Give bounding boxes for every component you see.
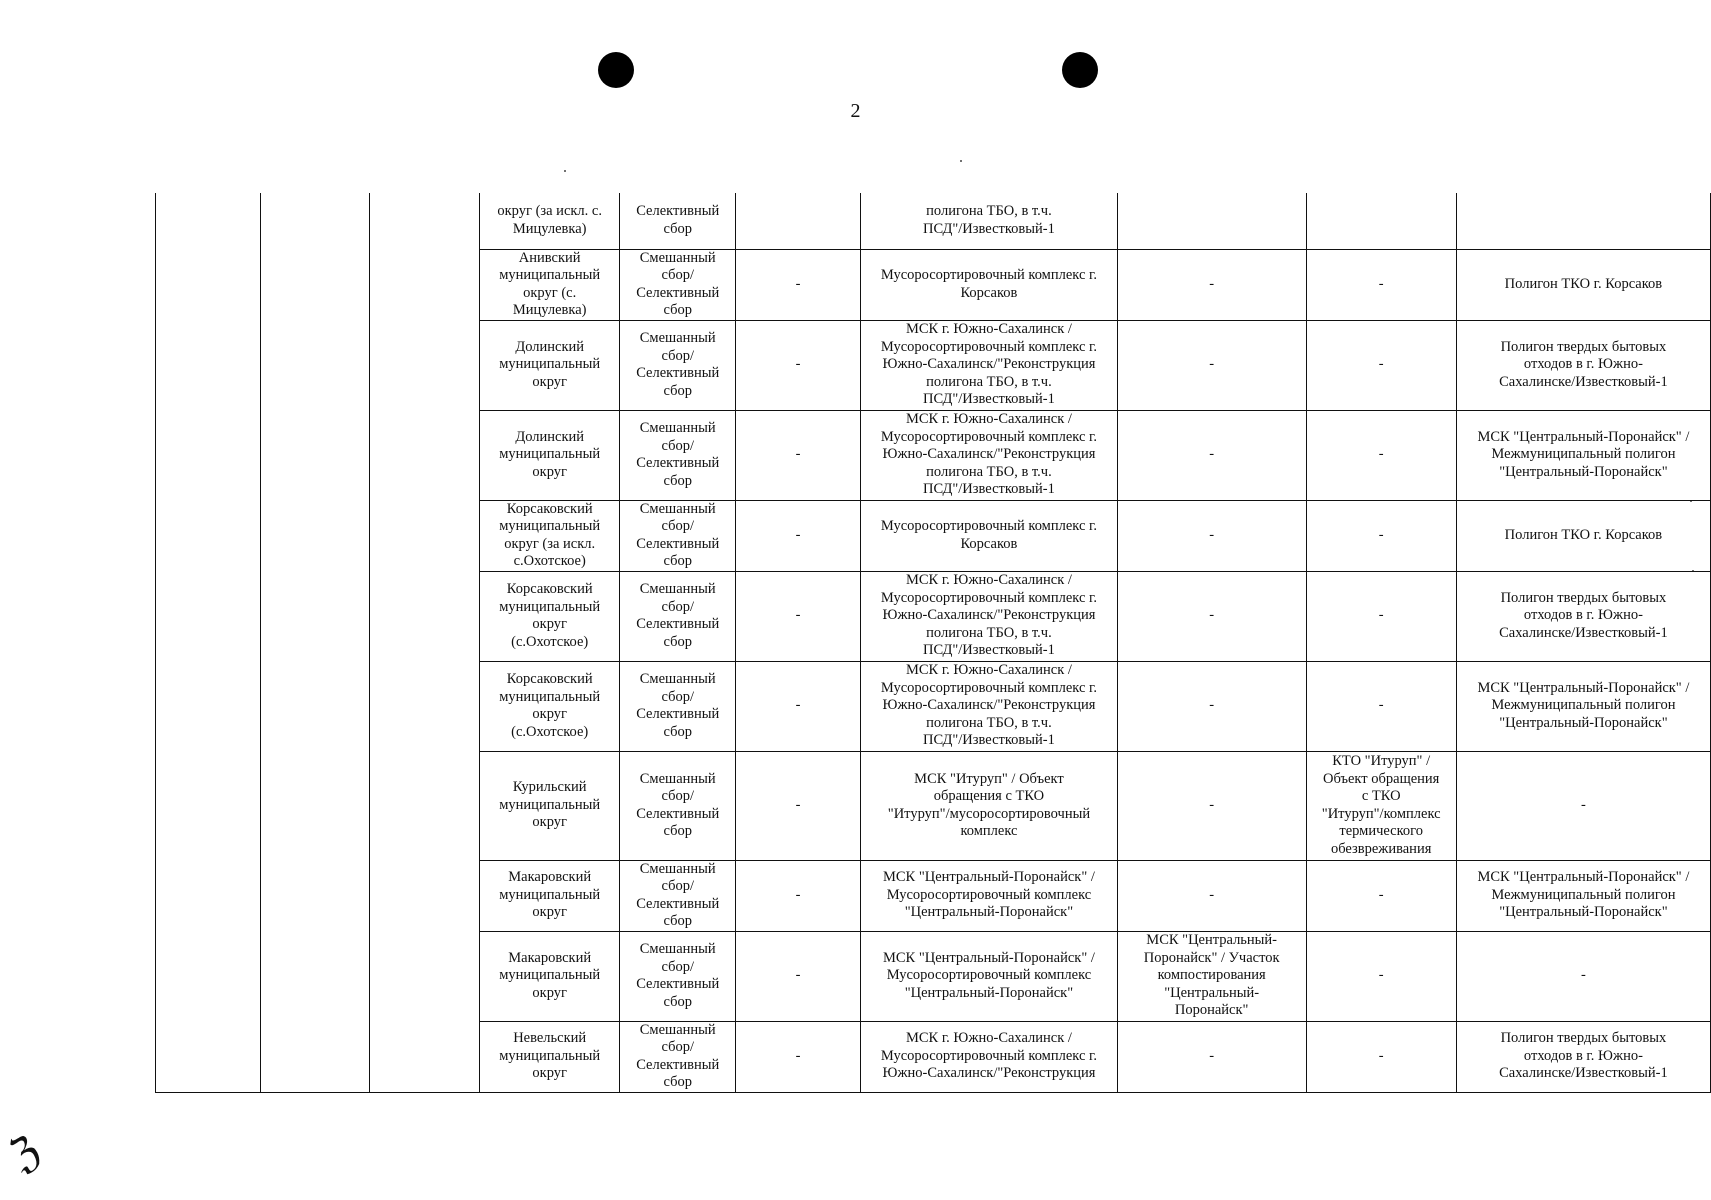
neutralization-facility-cell: - [1306,500,1456,571]
municipality-cell: Долинский муниципальный округ [479,410,619,500]
neutralization-facility-cell: КТО "Итуруп" / Объект обращения с ТКО "Итуруп"/комплекс термического обезвреживания [1306,751,1456,860]
disposal-facility-cell: МСК "Центральный-Поронайск" / Межмуниципальный полигон "Центральный-Поронайск" [1456,860,1710,931]
sorting-facility-cell: Мусоросортировочный комплекс г. Корсаков [861,500,1118,571]
neutralization-facility-cell: - [1306,410,1456,500]
disposal-facility-cell: - [1456,751,1710,860]
disposal-facility-cell: Полигон твердых бытовых отходов в г. Южно- Сахалинске/Известковый-1 [1456,1021,1710,1092]
processing-cell: - [736,931,861,1021]
collection-type-cell: Смешанный сбор/ Селективный сбор [620,661,736,751]
punch-hole-left [598,52,634,88]
empty-column-cell [156,193,261,1092]
waste-facilities-table [155,193,1711,1093]
sorting-facility-cell: МСК "Центральный-Поронайск" / Мусоросортировочный комплекс "Центральный-Поронайск" [861,860,1118,931]
neutralization-facility-cell: - [1306,249,1456,320]
municipality-cell: Корсаковский муниципальный округ (за искл. с.Охотское) [479,500,619,571]
collection-type-cell: Смешанный сбор/ Селективный сбор [620,571,736,661]
composting-facility-cell: МСК "Центральный- Поронайск" / Участок компостирования "Центральный- Поронайск" [1117,931,1306,1021]
municipality-cell: Макаровский муниципальный округ [479,860,619,931]
disposal-facility-cell: Полигон твердых бытовых отходов в г. Южно- Сахалинске/Известковый-1 [1456,320,1710,410]
neutralization-facility-cell: - [1306,571,1456,661]
collection-type-cell: Смешанный сбор/ Селективный сбор [620,931,736,1021]
municipality-cell: Анивский муниципальный округ (с. Мицулевка) [479,249,619,320]
collection-type-cell: Смешанный сбор/ Селективный сбор [620,751,736,860]
punch-hole-right [1062,52,1098,88]
collection-type-cell: Смешанный сбор/ Селективный сбор [620,860,736,931]
neutralization-facility-cell: - [1306,931,1456,1021]
processing-cell: - [736,320,861,410]
page-number: 2 [850,100,861,122]
processing-cell: - [736,410,861,500]
processing-cell [736,193,861,249]
scan-speck [960,160,962,162]
composting-facility-cell: - [1117,410,1306,500]
municipality-cell: Долинский муниципальный округ [479,320,619,410]
disposal-facility-cell: МСК "Центральный-Поронайск" / Межмуниципальный полигон "Центральный-Поронайск" [1456,661,1710,751]
processing-cell: - [736,249,861,320]
municipality-cell: Корсаковский муниципальный округ (с.Охотское) [479,661,619,751]
empty-column-cell [369,193,479,1092]
sorting-facility-cell: МСК "Итуруп" / Объект обращения с ТКО "Итуруп"/мусоросортировочный комплекс [861,751,1118,860]
processing-cell: - [736,500,861,571]
scan-speck [564,170,566,172]
neutralization-facility-cell: - [1306,1021,1456,1092]
neutralization-facility-cell [1306,193,1456,249]
municipality-cell: Макаровский муниципальный округ [479,931,619,1021]
processing-cell: - [736,860,861,931]
composting-facility-cell: - [1117,320,1306,410]
sorting-facility-cell: МСК г. Южно-Сахалинск / Мусоросортировочный комплекс г. Южно-Сахалинск/"Реконструкция полигона ТБО, в т.ч. ПСД"/Известковый-1 [861,571,1118,661]
composting-facility-cell: - [1117,751,1306,860]
composting-facility-cell: - [1117,860,1306,931]
disposal-facility-cell [1456,193,1710,249]
processing-cell: - [736,571,861,661]
sorting-facility-cell: МСК г. Южно-Сахалинск / Мусоросортировочный комплекс г. Южно-Сахалинск/"Реконструкция полигона ТБО, в т.ч. ПСД"/Известковый-1 [861,661,1118,751]
composting-facility-cell: - [1117,249,1306,320]
sorting-facility-cell: полигона ТБО, в т.ч. ПСД"/Известковый-1 [861,193,1118,249]
municipality-cell: округ (за искл. с. Мицулевка) [479,193,619,249]
collection-type-cell: Смешанный сбор/ Селективный сбор [620,249,736,320]
collection-type-cell: Смешанный сбор/ Селективный сбор [620,1021,736,1092]
composting-facility-cell: - [1117,500,1306,571]
sorting-facility-cell: Мусоросортировочный комплекс г. Корсаков [861,249,1118,320]
collection-type-cell: Смешанный сбор/ Селективный сбор [620,410,736,500]
disposal-facility-cell: Полигон твердых бытовых отходов в г. Южно- Сахалинске/Известковый-1 [1456,571,1710,661]
processing-cell: - [736,661,861,751]
disposal-facility-cell: Полигон ТКО г. Корсаков [1456,500,1710,571]
municipality-cell: Корсаковский муниципальный округ (с.Охотское) [479,571,619,661]
collection-type-cell: Селективный сбор [620,193,736,249]
handwritten-margin-mark: ℨ [1,1124,48,1181]
disposal-facility-cell: Полигон ТКО г. Корсаков [1456,249,1710,320]
processing-cell: - [736,1021,861,1092]
sorting-facility-cell: МСК г. Южно-Сахалинск / Мусоросортировочный комплекс г. Южно-Сахалинск/"Реконструкция полигона ТБО, в т.ч. ПСД"/Известковый-1 [861,410,1118,500]
empty-column-cell [261,193,369,1092]
collection-type-cell: Смешанный сбор/ Селективный сбор [620,320,736,410]
processing-cell: - [736,751,861,860]
neutralization-facility-cell: - [1306,661,1456,751]
composting-facility-cell: - [1117,1021,1306,1092]
municipality-cell: Невельский муниципальный округ [479,1021,619,1092]
composting-facility-cell: - [1117,661,1306,751]
composting-facility-cell [1117,193,1306,249]
neutralization-facility-cell: - [1306,860,1456,931]
composting-facility-cell: - [1117,571,1306,661]
disposal-facility-cell: МСК "Центральный-Поронайск" / Межмуниципальный полигон "Центральный-Поронайск" [1456,410,1710,500]
disposal-facility-cell: - [1456,931,1710,1021]
municipality-cell: Курильский муниципальный округ [479,751,619,860]
neutralization-facility-cell: - [1306,320,1456,410]
sorting-facility-cell: МСК г. Южно-Сахалинск / Мусоросортировочный комплекс г. Южно-Сахалинск/"Реконструкция полигона ТБО, в т.ч. ПСД"/Известковый-1 [861,320,1118,410]
table-row [156,193,1711,249]
sorting-facility-cell: МСК "Центральный-Поронайск" / Мусоросортировочный комплекс "Центральный-Поронайск" [861,931,1118,1021]
sorting-facility-cell: МСК г. Южно-Сахалинск / Мусоросортировочный комплекс г. Южно-Сахалинск/"Реконструкция [861,1021,1118,1092]
collection-type-cell: Смешанный сбор/ Селективный сбор [620,500,736,571]
